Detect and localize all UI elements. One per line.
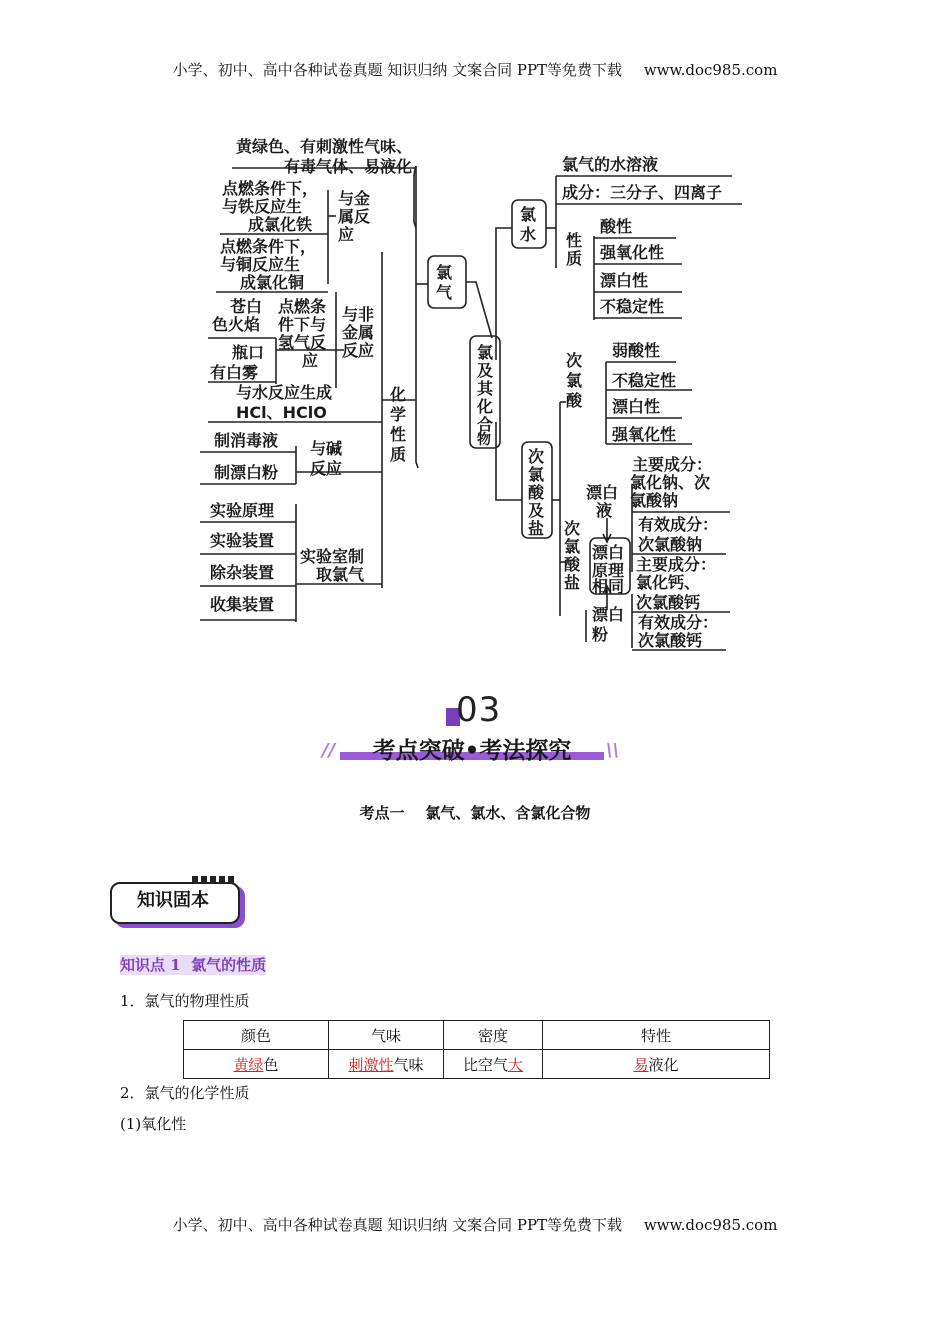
header-feature: 特性 [543,1021,770,1050]
bl-1: 漂白 [586,483,619,502]
metal-1: 与金 [338,189,371,208]
bp-main-2: 氯化钙、 [636,573,701,592]
center-3: 其 [477,379,494,398]
cw-prop-item-2: 强氧化性 [600,243,665,262]
section-header [0,690,950,770]
item-1: 1．氯气的物理性质 [120,992,250,1010]
cw-prop-2: 质 [566,249,583,268]
hyp-g-1: 次 [528,447,545,466]
banner-url[interactable]: www.doc985.com [643,61,778,79]
cw-node-1: 氯 [520,205,537,224]
badge-label: 知识固本 [137,890,209,911]
bp-1: 漂白 [592,605,625,624]
chlorine-node-1: 氯 [436,263,453,282]
center-4: 化 [477,397,494,416]
chem-4: 质 [390,445,407,464]
lab-item-2: 实验装置 [210,531,275,550]
center-6: 物 [477,432,491,448]
cw-desc: 氯气的水溶液 [562,155,659,174]
cell-density: 比空气大 [444,1050,543,1079]
acid-1: 次 [566,351,583,370]
cell-feature: 易液化 [543,1050,770,1079]
cell-color: 黄绿色 [184,1050,329,1079]
bl-main-1: 主要成分： [632,455,713,474]
cw-prop-1: 性 [566,231,583,250]
nonmetal-2: 金属 [342,323,375,342]
lab-item-1: 实验原理 [210,501,275,520]
knowledge-badge [106,876,242,926]
lab-item-3: 除杂装置 [210,563,275,582]
item-2-sub: (1)氧化性 [120,1115,187,1133]
chem-1: 化 [390,385,407,404]
slash-right-decor: \\ [606,740,620,761]
hyp-g-3: 酸 [528,483,545,502]
banner-text: 小学、初中、高中各种试卷真题 知识归纳 文案合同 PPT等免费下载 [172,61,623,79]
h2-3: 氢气反 [278,333,327,352]
sp-1: 漂白 [592,543,625,562]
acid-2: 氯 [566,371,583,390]
bl-main-3: 氯酸钠 [630,491,679,510]
bl-2: 液 [596,501,613,520]
cu-1: 点燃条件下， [220,237,317,256]
salt-4: 盐 [564,573,581,592]
fe-1: 点燃条件下， [222,179,319,198]
nonmetal-1: 与非 [342,305,375,324]
section-title [340,732,604,764]
hyp-g-5: 盐 [528,519,545,538]
hyp-g-2: 氯 [528,465,545,484]
water-1: 与水反应生成 [236,383,333,402]
center-2: 及 [477,361,494,380]
nonmetal-3: 反应 [342,341,375,360]
chem-3: 性 [390,425,407,444]
bl-main-2: 氯化钠、次 [630,473,711,492]
cw-prop-item-3: 漂白性 [600,271,649,290]
kaodian-title: 考点一 氯气、氯水、含氯化合物 [359,804,591,822]
flame-2: 色火焰 [212,315,261,334]
footer-banner [0,1214,950,1235]
phys-line1: 黄绿色、有刺激性气味、 [236,137,413,156]
acid-3: 酸 [566,391,583,410]
sp-2: 原理 [592,561,625,580]
h2-4: 应 [302,351,319,370]
fog-1: 瓶口 [232,343,265,362]
physical-props-table [183,1020,770,1079]
salt-1: 次 [564,519,581,538]
bl-eff-2: 次氯酸钠 [638,535,703,554]
flame-1: 苍白 [230,297,263,316]
center-1: 氯 [477,343,494,362]
item-2: 2．氯气的化学性质 [120,1084,250,1102]
base-2: 反应 [310,459,343,478]
slash-left-decor: // [322,740,336,761]
hyp-g-4: 及 [528,501,545,520]
salt-2: 氯 [564,537,581,556]
fe-2: 与铁反应生 [222,197,303,216]
base-item-1: 制消毒液 [214,431,279,450]
metal-3: 应 [338,225,355,244]
acid-prop-2: 不稳定性 [612,371,677,390]
chem-2: 学 [390,405,407,424]
header-banner [0,59,950,80]
bp-main-1: 主要成分： [636,555,717,574]
lab-2: 取氯气 [316,565,365,584]
lab-item-4: 收集装置 [210,595,275,614]
lab-1: 实验室制 [300,547,365,566]
cell-smell: 刺激性气味 [329,1050,444,1079]
h2-1: 点燃条 [278,297,327,316]
chlorine-node-2: 气 [436,283,453,302]
cu-3: 成氯化铜 [240,273,305,292]
mind-map [196,132,756,658]
fog-2: 有白雾 [210,363,259,382]
phys-line2: 有毒气体、易液化 [284,157,413,176]
salt-3: 酸 [564,555,581,574]
acid-prop-3: 漂白性 [612,397,661,416]
cw-node-2: 水 [520,225,537,244]
fe-3: 成氯化铁 [248,215,313,234]
base-item-2: 制漂白粉 [214,463,279,482]
bp-main-3: 次氯酸钙 [636,593,701,612]
section-number: 03 [456,690,502,730]
bl-eff-1: 有效成分： [638,515,719,534]
h2-2: 件下与 [278,315,327,334]
knowledge-point-heading [120,954,266,975]
table-row [184,1050,770,1079]
footer-banner-text: 小学、初中、高中各种试卷真题 知识归纳 文案合同 PPT等免费下载 [172,1216,623,1234]
header-density: 密度 [444,1021,543,1050]
cw-composition: 成分：三分子、四离子 [562,183,723,202]
water-2: HCl、HClO [236,403,327,422]
acid-prop-1: 弱酸性 [612,341,661,360]
center-5: 合 [477,415,494,434]
cw-prop-item-4: 不稳定性 [600,297,665,316]
knowledge-point-text: 知识点 1 氯气的性质 [120,956,267,974]
table-header-row [184,1021,770,1050]
base-1: 与碱 [310,439,343,458]
sp-3: 相同 [592,577,625,596]
footer-banner-url[interactable]: www.doc985.com [643,1216,778,1234]
cu-2: 与铜反应生 [220,255,301,274]
cw-prop-item-1: 酸性 [600,217,633,236]
header-color: 颜色 [184,1021,329,1050]
bp-2: 粉 [592,625,609,644]
bp-eff-1: 有效成分： [638,613,719,632]
bp-eff-2: 次氯酸钙 [638,631,703,650]
header-smell: 气味 [329,1021,444,1050]
acid-prop-4: 强氧化性 [612,425,677,444]
section-title-text: 考点突破•考法探究 [372,738,572,764]
metal-2: 属反 [338,207,371,226]
